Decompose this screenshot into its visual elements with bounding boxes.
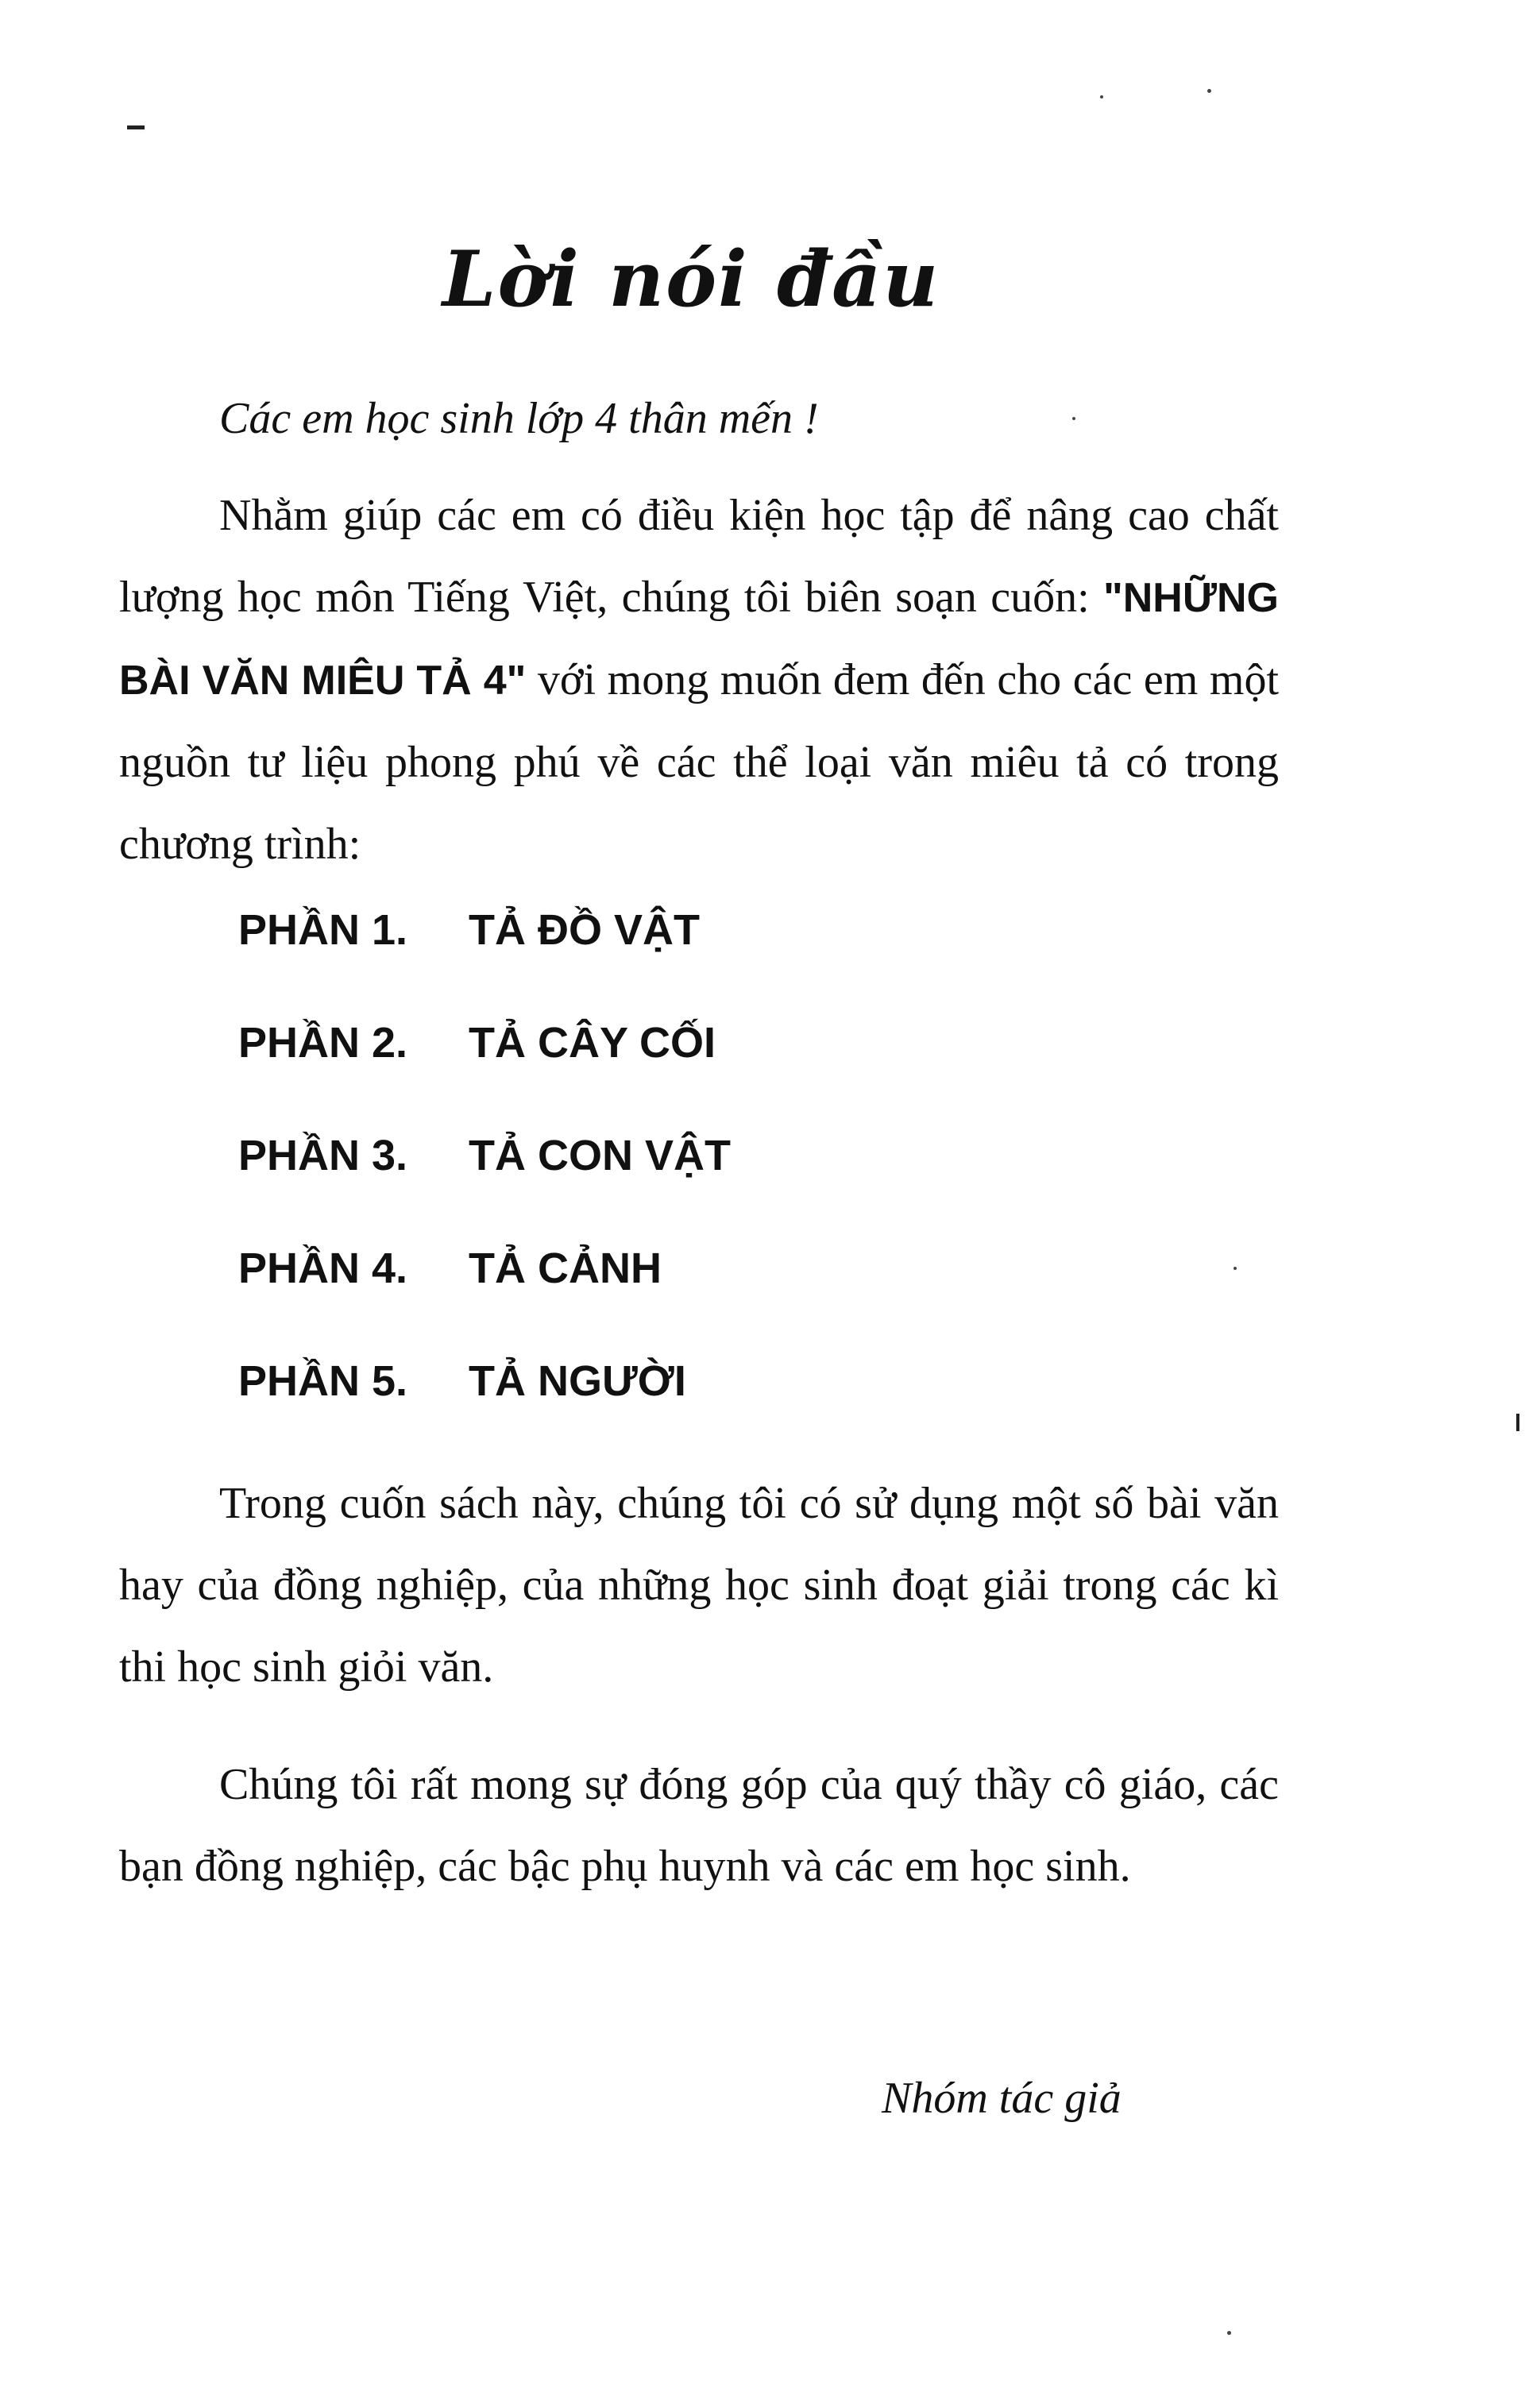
part-label: PHẦN 4. bbox=[238, 1245, 408, 1292]
part-name: TẢ CON VẬT bbox=[469, 1132, 731, 1179]
page-title: Lời nói đầu bbox=[442, 234, 940, 324]
paragraph-sources-text: Trong cuốn sách này, chúng tôi có sử dụng một số bài văn hay của đồng nghiệp, của những học sinh đoạt giải trong các kì thi học sinh giỏi văn. bbox=[119, 1479, 1279, 1692]
part-name: TẢ ĐỒ VẬT bbox=[469, 906, 700, 954]
scan-speck bbox=[1227, 2331, 1231, 2335]
intro-text-before: Nhằm giúp các em có điều kiện học tập để nâng cao chất lượng học môn Tiếng Việt, chúng tôi biên soạn cuốn: bbox=[119, 491, 1279, 622]
part-item bbox=[238, 1131, 731, 1244]
part-label: PHẦN 1. bbox=[238, 906, 408, 954]
intro-paragraph bbox=[119, 475, 1279, 886]
scan-speck bbox=[1072, 417, 1075, 420]
scan-speck bbox=[1100, 95, 1103, 98]
part-label: PHẦN 2. bbox=[238, 1019, 408, 1067]
paragraph-feedback-text: Chúng tôi rất mong sự đóng góp của quý thầy cô giáo, các bạn đồng nghiệp, các bậc phụ huynh và các em học sinh. bbox=[119, 1760, 1279, 1891]
intro-text-after: với mong muốn đem đến cho các em một nguồn tư liệu phong phú về các thể loại văn miêu tả có trong chương trình: bbox=[119, 655, 1280, 869]
part-item bbox=[238, 905, 731, 1018]
paragraph-sources bbox=[119, 1463, 1279, 1708]
paragraph-feedback bbox=[119, 1744, 1279, 1908]
scan-mark bbox=[127, 125, 145, 129]
part-name: TẢ CÂY CỐI bbox=[469, 1019, 716, 1067]
scan-mark bbox=[1516, 1414, 1519, 1431]
part-item bbox=[238, 1356, 731, 1469]
author-signature: Nhóm tác giả bbox=[882, 2074, 1122, 2123]
scan-speck bbox=[1234, 1267, 1237, 1270]
part-label: PHẦN 5. bbox=[238, 1357, 408, 1405]
part-item bbox=[238, 1244, 731, 1356]
part-item bbox=[238, 1018, 731, 1131]
parts-list bbox=[238, 905, 731, 1469]
part-name: TẢ CẢNH bbox=[469, 1245, 662, 1292]
part-label: PHẦN 3. bbox=[238, 1132, 408, 1179]
scan-speck bbox=[1207, 89, 1211, 93]
part-name: TẢ NGƯỜI bbox=[469, 1357, 686, 1405]
greeting: Các em học sinh lớp 4 thân mến ! bbox=[219, 394, 819, 443]
book-title: "NHỮNG BÀI VĂN MIÊU TẢ 4" bbox=[119, 575, 1279, 704]
